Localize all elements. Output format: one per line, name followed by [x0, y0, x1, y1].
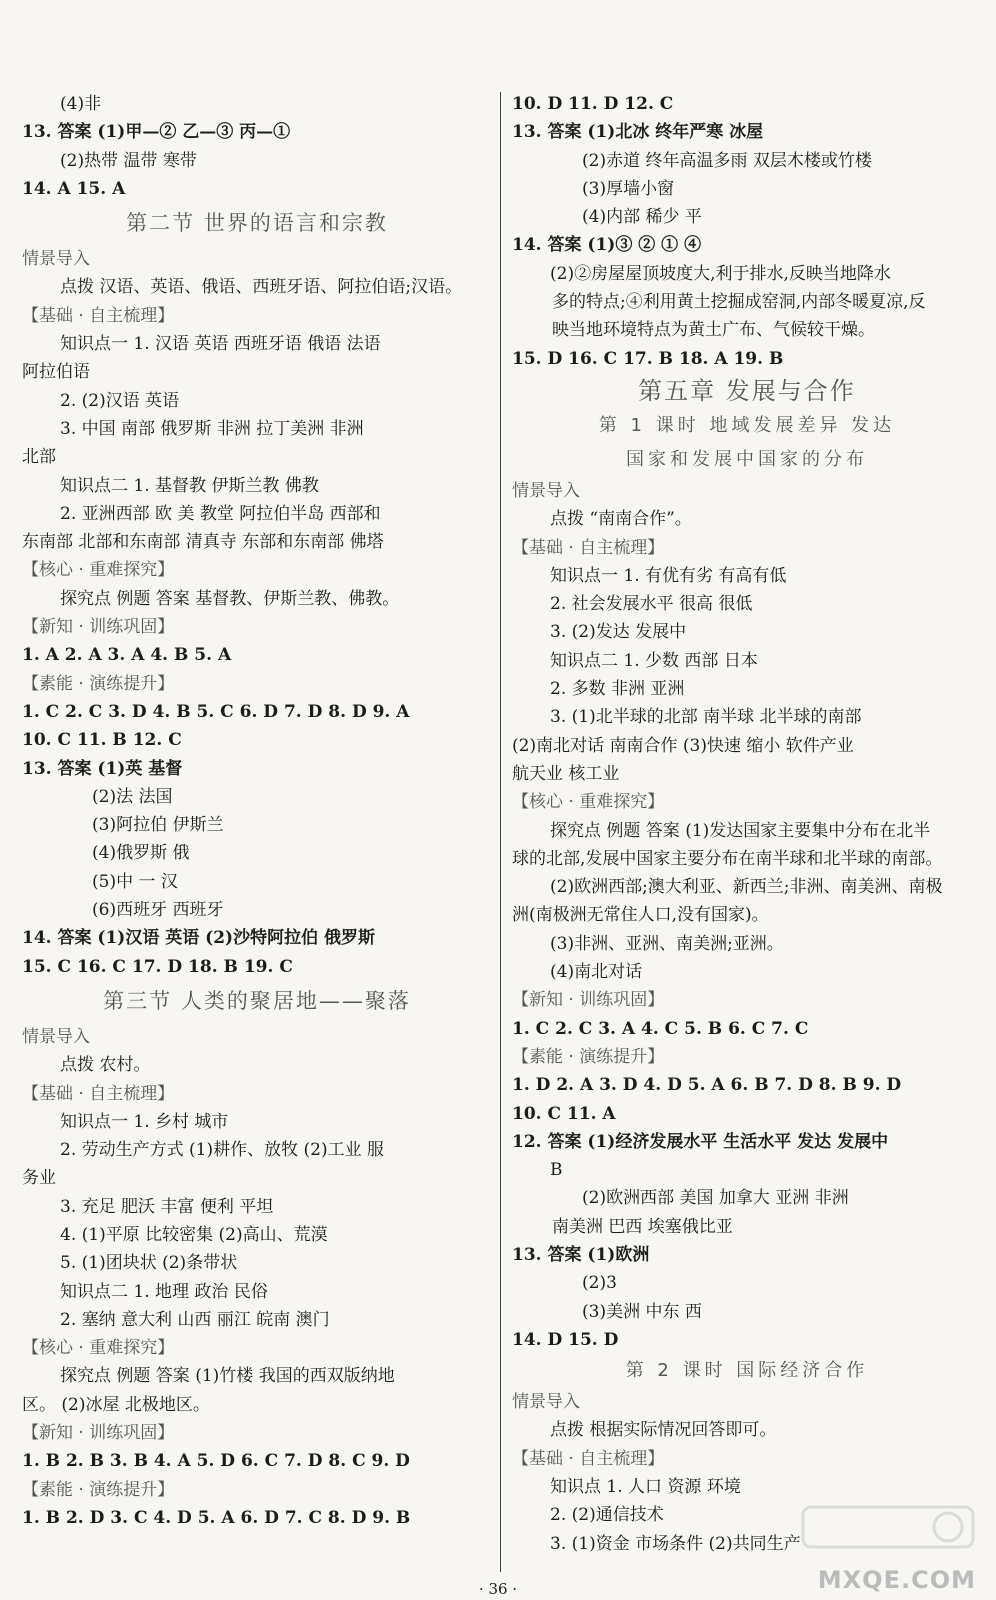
- left-line: 务业: [22, 1168, 56, 1189]
- left-line: (2)法 法国: [92, 786, 173, 807]
- right-line: (2)南北对话 南南合作 (3)快速 缩小 软件产业: [512, 735, 854, 756]
- left-line: 【核心 · 重难探究】: [22, 560, 175, 581]
- right-line: 情景导入: [512, 1392, 580, 1413]
- left-line: (4)俄罗斯 俄: [92, 843, 190, 864]
- right-line: 10. C 11. A: [512, 1103, 616, 1124]
- left-line: 知识点二 1. 基督教 伊斯兰教 佛教: [60, 475, 319, 496]
- right-line: B: [550, 1160, 563, 1181]
- left-line: 1. B 2. D 3. C 4. D 5. A 6. D 7. C 8. D 9. B: [22, 1507, 411, 1528]
- left-line: 2. (2)汉语 英语: [60, 390, 180, 411]
- left-line: 知识点二 1. 地理 政治 民俗: [60, 1281, 268, 1302]
- right-line: 知识点 1. 人口 资源 环境: [550, 1477, 741, 1498]
- left-line: 知识点一 1. 汉语 英语 西班牙语 俄语 法语: [60, 334, 381, 355]
- right-line: 3. (1)北半球的北部 南半球 北半球的南部: [550, 707, 862, 728]
- right-line: 15. D 16. C 17. B 18. A 19. B: [512, 348, 784, 369]
- left-line: (5)中 一 汉: [92, 871, 178, 892]
- right-line: 14. D 15. D: [512, 1329, 619, 1350]
- left-line: 14. A 15. A: [22, 178, 126, 199]
- right-line: 【新知 · 训练巩固】: [512, 990, 665, 1011]
- left-line: 【基础 · 自主梳理】: [22, 305, 175, 326]
- right-line: 南美洲 巴西 埃塞俄比亚: [552, 1216, 733, 1237]
- watermark-text: MXQE.COM: [817, 1566, 976, 1594]
- left-line: 情景导入: [22, 1026, 90, 1047]
- left-line: 北部: [22, 447, 56, 468]
- right-line: 1. D 2. A 3. D 4. D 5. A 6. B 7. D 8. B 9. D: [512, 1075, 902, 1096]
- right-line: 10. D 11. D 12. C: [512, 94, 674, 114]
- right-line: (2)3: [582, 1273, 617, 1294]
- right-line: (4)南北对话: [550, 962, 643, 983]
- right-line: 点拨 “南南合作”。: [550, 509, 692, 530]
- right-column: [512, 90, 982, 1558]
- right-line: 航天业 核工业: [512, 763, 620, 784]
- left-line: 【素能 · 演练提升】: [22, 673, 175, 694]
- right-line: (2)欧洲西部 美国 加拿大 亚洲 非洲: [582, 1188, 849, 1209]
- left-line: 1. A 2. A 3. A 4. B 5. A: [22, 645, 232, 666]
- left-line: 第三节 人类的聚居地——聚落: [103, 988, 411, 1013]
- right-line: 【核心 · 重难探究】: [512, 792, 665, 813]
- right-line: 3. (2)发达 发展中: [550, 622, 687, 643]
- right-line: 1. C 2. C 3. A 4. C 5. B 6. C 7. C: [512, 1018, 809, 1039]
- left-line: 知识点一 1. 乡村 城市: [60, 1111, 229, 1132]
- left-line: 2. 亚洲西部 欧 美 教堂 阿拉伯半岛 西部和: [60, 503, 381, 524]
- column-divider: [500, 92, 501, 1572]
- right-line: 2. 多数 非洲 亚洲: [550, 679, 685, 700]
- right-line: 第 2 课时 国际经济合作: [625, 1360, 869, 1382]
- left-line: 【核心 · 重难探究】: [22, 1338, 175, 1359]
- left-line: 第二节 世界的语言和宗教: [126, 211, 388, 236]
- right-line: 多的特点;④利用黄土挖掘成窑洞,内部冬暖夏凉,反: [552, 292, 926, 313]
- right-line: 国家和发展中国家的分布: [626, 448, 868, 470]
- right-line: 第 1 课时 地域发展差异 发达: [598, 414, 896, 436]
- left-line: 【新知 · 训练巩固】: [22, 617, 175, 638]
- left-line: 10. C 11. B 12. C: [22, 730, 182, 751]
- right-line: 球的北部,发展中国家主要分布在南半球和北半球的南部。: [512, 848, 943, 869]
- right-line: 【基础 · 自主梳理】: [512, 537, 665, 558]
- watermark-logo-icon: [798, 1502, 978, 1572]
- right-line: 探究点 例题 答案 (1)发达国家主要集中分布在北半: [550, 820, 931, 841]
- right-line: 【基础 · 自主梳理】: [512, 1448, 665, 1469]
- right-line: 14. 答案 (1)③ ② ① ④: [512, 235, 702, 256]
- right-line: 【素能 · 演练提升】: [512, 1046, 665, 1067]
- right-line: 映当地环境特点为黄土广布、气候较干燥。: [552, 320, 875, 341]
- right-line: 13. 答案 (1)北冰 终年严寒 冰屋: [512, 122, 764, 143]
- left-line: 13. 答案 (1)甲—② 乙—③ 丙—①: [22, 122, 291, 143]
- left-line: 2. 劳动生产方式 (1)耕作、放牧 (2)工业 服: [60, 1140, 384, 1161]
- left-line: 4. (1)平原 比较密集 (2)高山、荒漠: [60, 1224, 328, 1245]
- left-line: 东南部 北部和东南部 清真寺 东部和东南部 佛塔: [22, 532, 384, 553]
- right-line: 3. (1)资金 市场条件 (2)共同生产: [550, 1533, 801, 1554]
- right-line: 知识点一 1. 有优有劣 有高有低: [550, 565, 787, 586]
- left-line: 14. 答案 (1)汉语 英语 (2)沙特阿拉伯 俄罗斯: [22, 928, 375, 949]
- left-line: 情景导入: [22, 249, 90, 270]
- right-line: (2)赤道 终年高温多雨 双层木楼或竹楼: [582, 150, 872, 171]
- left-line: 【新知 · 训练巩固】: [22, 1423, 175, 1444]
- right-line: 情景导入: [512, 480, 580, 501]
- page-number: · 36 ·: [478, 1580, 518, 1598]
- left-column: [22, 90, 492, 1532]
- left-line: 2. 塞纳 意大利 山西 丽江 皖南 澳门: [60, 1309, 330, 1330]
- left-line: 点拨 农村。: [60, 1055, 151, 1076]
- right-line: (2)②房屋屋顶坡度大,利于排水,反映当地降水: [550, 263, 891, 284]
- right-line: 点拨 根据实际情况回答即可。: [550, 1420, 777, 1441]
- right-line: 2. 社会发展水平 很高 很低: [550, 594, 753, 615]
- right-line: (3)非洲、亚洲、南美洲;亚洲。: [550, 933, 784, 954]
- left-line: (3)阿拉伯 伊斯兰: [92, 815, 224, 836]
- left-line: 【素能 · 演练提升】: [22, 1479, 175, 1500]
- right-line: (3)美洲 中东 西: [582, 1301, 702, 1322]
- left-line: 阿拉伯语: [22, 362, 90, 383]
- right-line: (4)内部 稀少 平: [582, 207, 702, 228]
- left-line: (2)热带 温带 寒带: [60, 150, 197, 171]
- left-line: (6)西班牙 西班牙: [92, 900, 224, 921]
- left-line: 点拨 汉语、英语、俄语、西班牙语、阿拉伯语;汉语。: [60, 277, 463, 298]
- right-line: 知识点二 1. 少数 西部 日本: [550, 650, 758, 671]
- right-line: 13. 答案 (1)欧洲: [512, 1244, 650, 1265]
- left-line: 3. 中国 南部 俄罗斯 非洲 拉丁美洲 非洲: [60, 418, 364, 439]
- left-line: 1. B 2. B 3. B 4. A 5. D 6. C 7. D 8. C 9. D: [22, 1451, 410, 1472]
- left-line: 区。 (2)冰屋 北极地区。: [22, 1394, 210, 1415]
- right-line: 第五章 发展与合作: [638, 376, 856, 405]
- left-line: 5. (1)团块状 (2)条带状: [60, 1253, 238, 1274]
- left-line: 探究点 例题 答案 基督教、伊斯兰教、佛教。: [60, 588, 400, 609]
- left-line: 【基础 · 自主梳理】: [22, 1083, 175, 1104]
- left-line: 探究点 例题 答案 (1)竹楼 我国的西双版纳地: [60, 1366, 395, 1387]
- right-line: 洲(南极洲无常住人口,没有国家)。: [512, 905, 769, 926]
- right-line: (2)欧洲西部;澳大利亚、新西兰;非洲、南美洲、南极: [550, 877, 943, 898]
- left-line: 3. 充足 肥沃 丰富 便利 平坦: [60, 1196, 274, 1217]
- right-line: 12. 答案 (1)经济发展水平 生活水平 发达 发展中: [512, 1131, 889, 1152]
- left-line: 15. C 16. C 17. D 18. B 19. C: [22, 956, 293, 977]
- right-line: (3)厚墙小窗: [582, 178, 675, 199]
- left-line: 1. C 2. C 3. D 4. B 5. C 6. D 7. D 8. D 9. A: [22, 701, 410, 722]
- left-line: 13. 答案 (1)英 基督: [22, 758, 183, 779]
- left-line: (4)非: [60, 94, 102, 114]
- right-line: 2. (2)通信技术: [550, 1505, 664, 1526]
